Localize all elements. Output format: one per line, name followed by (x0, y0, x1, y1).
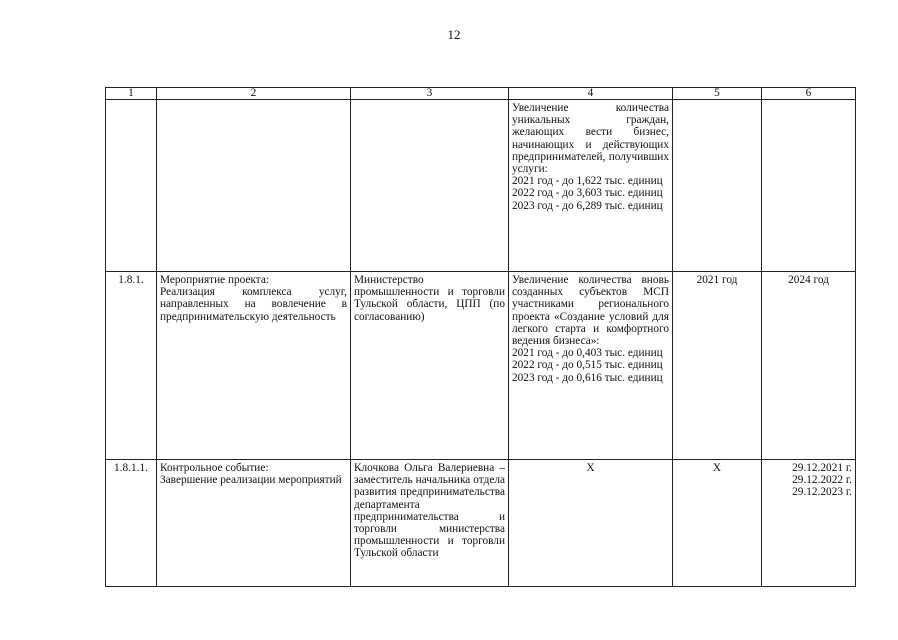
end-date-text: 2024 год (788, 274, 829, 286)
executor-cell (351, 272, 509, 460)
col-header-3: 3 (351, 88, 509, 100)
result-text: Увеличение количества вновь созданных субъектов МСП участниками регионального проекта «Создание условий для легкого старта и комфортного ведения бизнеса»: (512, 274, 669, 348)
end-date-cell (762, 460, 856, 587)
header-row (106, 88, 856, 100)
row-number: 1.8.1. (106, 272, 157, 460)
col-header-6: 6 (762, 88, 856, 100)
result-text: 2023 год - до 0,616 тыс. единиц (512, 371, 663, 384)
end-date-cell (762, 272, 856, 460)
result-cell (509, 100, 673, 272)
result-text: Увеличение количества уникальных граждан, желающих вести бизнес, начинающих и действующих предпринимателей, получивших услуги: (512, 102, 669, 176)
end-date-text: 29.12.2021 г. (792, 462, 852, 474)
col-header-5: 5 (673, 88, 762, 100)
result-text: Х (586, 462, 595, 474)
result-text: 2022 год - до 3,603 тыс. единиц (512, 187, 663, 200)
event-name-text: Контрольное событие: (160, 462, 269, 474)
event-name-text: Реализация комплекса услуг, направленных на вовлечение в предпринимательскую деятельность (160, 286, 347, 323)
result-text: 2023 год - до 6,289 тыс. единиц (512, 199, 663, 212)
event-name-cell (157, 460, 351, 587)
result-text: 2021 год - до 1,622 тыс. единиц (512, 175, 663, 188)
end-date-text: 29.12.2023 г. (792, 486, 852, 499)
result-cell (509, 460, 673, 587)
start-date-cell: 2021 год (673, 272, 762, 460)
executor-text: Министерство промышленности и торговли Тульской области, ЦПП (по согласованию) (354, 274, 505, 323)
result-cell (509, 272, 673, 460)
executor-cell (351, 460, 509, 587)
result-text: 2021 год - до 0,403 тыс. единиц (512, 347, 663, 360)
start-date-cell (673, 100, 762, 272)
table-row (106, 272, 856, 460)
col-header-4: 4 (509, 88, 673, 100)
row-number (106, 100, 157, 272)
table-row (106, 460, 856, 587)
table-row (106, 100, 856, 272)
event-name-text: Мероприятие проекта: (160, 274, 270, 286)
executor-text: Клочкова Ольга Валериевна – заместитель начальника отдела развития предпринимательства департамента предпринимательства и торговли министерства промышленности и торговли Тульской области (354, 462, 505, 560)
event-name-cell (157, 272, 351, 460)
end-date-cell (762, 100, 856, 272)
col-header-2: 2 (157, 88, 351, 100)
plan-table (105, 87, 856, 587)
event-name-cell (157, 100, 351, 272)
col-header-1: 1 (106, 88, 157, 100)
executor-cell (351, 100, 509, 272)
start-date-cell: Х (673, 460, 762, 587)
result-text: 2022 год - до 0,515 тыс. единиц (512, 359, 663, 372)
row-number: 1.8.1.1. (106, 460, 157, 587)
page-number: 12 (447, 27, 461, 42)
event-name-text: Завершение реализации мероприятий (160, 474, 342, 487)
end-date-text: 29.12.2022 г. (792, 474, 852, 487)
